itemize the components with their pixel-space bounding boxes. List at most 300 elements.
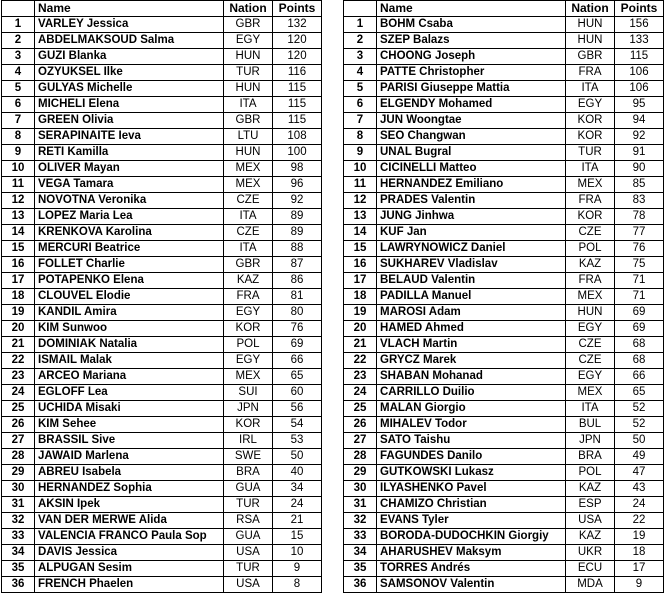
points-cell: 76 xyxy=(273,321,322,337)
name-cell: GULYAS Michelle xyxy=(35,81,224,97)
points-cell: 94 xyxy=(615,113,664,129)
table-row xyxy=(2,449,322,465)
nation-cell: MEX xyxy=(566,289,615,305)
name-cell: GRYCZ Marek xyxy=(377,353,566,369)
name-cell: PATTE Christopher xyxy=(377,65,566,81)
rank-cell: 7 xyxy=(2,113,35,129)
table-row xyxy=(2,273,322,289)
points-cell: 15 xyxy=(273,529,322,545)
table-row xyxy=(344,17,664,33)
points-cell: 53 xyxy=(273,433,322,449)
rank-cell: 10 xyxy=(344,161,377,177)
table-row xyxy=(2,209,322,225)
rank-cell: 6 xyxy=(344,97,377,113)
table-row xyxy=(2,529,322,545)
table-row xyxy=(2,33,322,49)
rank-cell: 14 xyxy=(2,225,35,241)
points-cell: 49 xyxy=(615,449,664,465)
nation-header: Nation xyxy=(224,1,273,17)
nation-cell: ITA xyxy=(224,209,273,225)
nation-cell: ITA xyxy=(224,97,273,113)
table-row xyxy=(2,465,322,481)
table-row xyxy=(2,289,322,305)
rank-cell: 10 xyxy=(2,161,35,177)
points-cell: 77 xyxy=(615,225,664,241)
points-cell: 76 xyxy=(615,241,664,257)
table-row xyxy=(344,225,664,241)
name-cell: AHARUSHEV Maksym xyxy=(377,545,566,561)
points-cell: 50 xyxy=(273,449,322,465)
nation-cell: CZE xyxy=(224,193,273,209)
name-cell: FOLLET Charlie xyxy=(35,257,224,273)
points-cell: 71 xyxy=(615,273,664,289)
nation-cell: KAZ xyxy=(566,481,615,497)
nation-cell: CZE xyxy=(224,225,273,241)
points-cell: 100 xyxy=(273,145,322,161)
nation-cell: TUR xyxy=(224,561,273,577)
name-cell: ABREU Isabela xyxy=(35,465,224,481)
table-row xyxy=(2,113,322,129)
name-cell: VAN DER MERWE Alida xyxy=(35,513,224,529)
rank-cell: 23 xyxy=(344,369,377,385)
name-cell: EVANS Tyler xyxy=(377,513,566,529)
nation-cell: EGY xyxy=(224,353,273,369)
table-row xyxy=(2,81,322,97)
points-cell: 54 xyxy=(273,417,322,433)
name-cell: FAGUNDES Danilo xyxy=(377,449,566,465)
points-cell: 8 xyxy=(273,577,322,593)
name-cell: NOVOTNA Veronika xyxy=(35,193,224,209)
rank-cell: 23 xyxy=(2,369,35,385)
table-row xyxy=(344,97,664,113)
points-cell: 106 xyxy=(615,65,664,81)
table-row xyxy=(2,401,322,417)
table-row xyxy=(344,353,664,369)
table-row xyxy=(344,337,664,353)
rank-cell: 28 xyxy=(344,449,377,465)
points-cell: 83 xyxy=(615,193,664,209)
points-cell: 89 xyxy=(273,225,322,241)
rank-cell: 26 xyxy=(344,417,377,433)
rank-cell: 30 xyxy=(344,481,377,497)
name-cell: MALAN Giorgio xyxy=(377,401,566,417)
rank-cell: 13 xyxy=(2,209,35,225)
table-row xyxy=(2,513,322,529)
name-cell: PARISI Giuseppe Mattia xyxy=(377,81,566,97)
rank-cell: 5 xyxy=(2,81,35,97)
points-cell: 156 xyxy=(615,17,664,33)
nation-cell: ECU xyxy=(566,561,615,577)
name-cell: BOHM Csaba xyxy=(377,17,566,33)
points-cell: 34 xyxy=(273,481,322,497)
rank-header xyxy=(344,1,377,17)
name-cell: HAMED Ahmed xyxy=(377,321,566,337)
points-cell: 89 xyxy=(273,209,322,225)
table-row xyxy=(2,161,322,177)
table-row xyxy=(344,257,664,273)
rank-cell: 32 xyxy=(344,513,377,529)
name-cell: ISMAIL Malak xyxy=(35,353,224,369)
nation-cell: HUN xyxy=(224,81,273,97)
points-cell: 69 xyxy=(273,337,322,353)
points-cell: 108 xyxy=(273,129,322,145)
name-cell: VALENCIA FRANCO Paula Sop xyxy=(35,529,224,545)
table-row xyxy=(2,65,322,81)
table-row xyxy=(344,417,664,433)
table-row xyxy=(344,33,664,49)
table-row xyxy=(2,481,322,497)
name-cell: VARLEY Jessica xyxy=(35,17,224,33)
nation-cell: EGY xyxy=(566,321,615,337)
name-cell: POTAPENKO Elena xyxy=(35,273,224,289)
nation-cell: KOR xyxy=(566,209,615,225)
table-row xyxy=(2,385,322,401)
nation-cell: CZE xyxy=(566,353,615,369)
points-cell: 52 xyxy=(615,417,664,433)
rank-cell: 15 xyxy=(2,241,35,257)
nation-cell: MEX xyxy=(566,385,615,401)
rank-cell: 21 xyxy=(344,337,377,353)
table-row xyxy=(344,129,664,145)
table-row xyxy=(344,561,664,577)
points-cell: 91 xyxy=(615,145,664,161)
name-cell: SEO Changwan xyxy=(377,129,566,145)
rank-cell: 35 xyxy=(344,561,377,577)
nation-cell: ITA xyxy=(566,401,615,417)
name-cell: UCHIDA Misaki xyxy=(35,401,224,417)
name-cell: BORODA-DUDOCHKIN Giorgiy xyxy=(377,529,566,545)
name-cell: LAWRYNOWICZ Daniel xyxy=(377,241,566,257)
points-cell: 80 xyxy=(273,305,322,321)
rank-cell: 6 xyxy=(2,97,35,113)
table-row xyxy=(344,369,664,385)
points-header: Points xyxy=(615,1,664,17)
name-cell: ARCEO Mariana xyxy=(35,369,224,385)
name-cell: MICHELI Elena xyxy=(35,97,224,113)
rank-cell: 11 xyxy=(344,177,377,193)
rank-cell: 4 xyxy=(2,65,35,81)
points-cell: 71 xyxy=(615,289,664,305)
table-row xyxy=(2,369,322,385)
nation-cell: KOR xyxy=(224,321,273,337)
rank-cell: 13 xyxy=(344,209,377,225)
nation-cell: CZE xyxy=(566,225,615,241)
nation-cell: KOR xyxy=(224,417,273,433)
rank-cell: 34 xyxy=(344,545,377,561)
table-row xyxy=(344,481,664,497)
nation-cell: KAZ xyxy=(566,257,615,273)
nation-cell: TUR xyxy=(566,145,615,161)
table-row xyxy=(344,513,664,529)
rank-cell: 3 xyxy=(344,49,377,65)
rank-cell: 19 xyxy=(344,305,377,321)
nation-cell: BRA xyxy=(224,465,273,481)
nation-cell: KOR xyxy=(566,113,615,129)
name-cell: KIM Sunwoo xyxy=(35,321,224,337)
points-cell: 88 xyxy=(273,241,322,257)
nation-cell: BRA xyxy=(566,449,615,465)
points-cell: 132 xyxy=(273,17,322,33)
name-cell: PADILLA Manuel xyxy=(377,289,566,305)
name-cell: MERCURI Beatrice xyxy=(35,241,224,257)
rank-cell: 12 xyxy=(344,193,377,209)
table-row xyxy=(344,305,664,321)
name-cell: MIHALEV Todor xyxy=(377,417,566,433)
rank-cell: 31 xyxy=(2,497,35,513)
table-row xyxy=(344,161,664,177)
name-cell: SZEP Balazs xyxy=(377,33,566,49)
table-row xyxy=(344,433,664,449)
name-cell: SATO Taishu xyxy=(377,433,566,449)
points-cell: 21 xyxy=(273,513,322,529)
rank-cell: 34 xyxy=(2,545,35,561)
rank-cell: 7 xyxy=(344,113,377,129)
nation-cell: BUL xyxy=(566,417,615,433)
nation-cell: GUA xyxy=(224,481,273,497)
points-cell: 60 xyxy=(273,385,322,401)
table-row xyxy=(344,65,664,81)
rank-cell: 9 xyxy=(2,145,35,161)
ranking-table-left xyxy=(1,0,322,593)
table-row xyxy=(2,257,322,273)
points-cell: 50 xyxy=(615,433,664,449)
rank-cell: 36 xyxy=(2,577,35,593)
rank-cell: 2 xyxy=(2,33,35,49)
rank-cell: 20 xyxy=(2,321,35,337)
points-cell: 19 xyxy=(615,529,664,545)
name-cell: KANDIL Amira xyxy=(35,305,224,321)
nation-cell: MDA xyxy=(566,577,615,593)
name-cell: OLIVER Mayan xyxy=(35,161,224,177)
table-row xyxy=(2,337,322,353)
points-cell: 24 xyxy=(273,497,322,513)
rank-cell: 26 xyxy=(2,417,35,433)
table-row xyxy=(2,49,322,65)
points-cell: 47 xyxy=(615,465,664,481)
rank-cell: 11 xyxy=(2,177,35,193)
nation-cell: ITA xyxy=(566,81,615,97)
name-cell: KIM Sehee xyxy=(35,417,224,433)
table-row xyxy=(2,193,322,209)
header-row xyxy=(2,1,322,17)
name-cell: VEGA Tamara xyxy=(35,177,224,193)
name-cell: GREEN Olivia xyxy=(35,113,224,129)
points-cell: 92 xyxy=(273,193,322,209)
points-cell: 85 xyxy=(615,177,664,193)
name-cell: HERNANDEZ Sophia xyxy=(35,481,224,497)
points-cell: 92 xyxy=(615,129,664,145)
name-cell: EGLOFF Lea xyxy=(35,385,224,401)
table-row xyxy=(344,465,664,481)
table-row xyxy=(2,97,322,113)
nation-header: Nation xyxy=(566,1,615,17)
nation-cell: TUR xyxy=(224,65,273,81)
points-cell: 115 xyxy=(273,81,322,97)
points-cell: 81 xyxy=(273,289,322,305)
nation-cell: EGY xyxy=(224,33,273,49)
nation-cell: JPN xyxy=(566,433,615,449)
name-cell: OZYUKSEL Ilke xyxy=(35,65,224,81)
points-cell: 98 xyxy=(273,161,322,177)
points-cell: 96 xyxy=(273,177,322,193)
name-cell: GUTKOWSKI Lukasz xyxy=(377,465,566,481)
nation-cell: MEX xyxy=(224,161,273,177)
name-cell: UNAL Bugral xyxy=(377,145,566,161)
table-row xyxy=(2,129,322,145)
rank-cell: 29 xyxy=(2,465,35,481)
points-cell: 133 xyxy=(615,33,664,49)
nation-cell: HUN xyxy=(566,17,615,33)
rank-cell: 1 xyxy=(344,17,377,33)
table-row xyxy=(2,225,322,241)
table-row xyxy=(344,49,664,65)
rank-cell: 33 xyxy=(344,529,377,545)
nation-cell: JPN xyxy=(224,401,273,417)
table-row xyxy=(2,545,322,561)
rank-cell: 29 xyxy=(344,465,377,481)
table-row xyxy=(344,81,664,97)
nation-cell: USA xyxy=(224,545,273,561)
nation-cell: FRA xyxy=(566,193,615,209)
name-cell: VLACH Martin xyxy=(377,337,566,353)
name-cell: TORRES Andrés xyxy=(377,561,566,577)
points-cell: 66 xyxy=(615,369,664,385)
name-cell: KUF Jan xyxy=(377,225,566,241)
points-cell: 95 xyxy=(615,97,664,113)
points-cell: 116 xyxy=(273,65,322,81)
name-cell: GUZI Blanka xyxy=(35,49,224,65)
nation-cell: SUI xyxy=(224,385,273,401)
nation-cell: EGY xyxy=(566,97,615,113)
nation-cell: HUN xyxy=(566,33,615,49)
nation-cell: RSA xyxy=(224,513,273,529)
table-row xyxy=(344,449,664,465)
table-row xyxy=(2,353,322,369)
nation-cell: CZE xyxy=(566,337,615,353)
table-row xyxy=(344,401,664,417)
rank-cell: 25 xyxy=(2,401,35,417)
name-cell: ABDELMAKSOUD Salma xyxy=(35,33,224,49)
table-row xyxy=(344,177,664,193)
rank-cell: 22 xyxy=(344,353,377,369)
nation-cell: LTU xyxy=(224,129,273,145)
table-row xyxy=(344,497,664,513)
name-cell: RETI Kamilla xyxy=(35,145,224,161)
rank-cell: 21 xyxy=(2,337,35,353)
points-cell: 120 xyxy=(273,33,322,49)
name-cell: ILYASHENKO Pavel xyxy=(377,481,566,497)
name-cell: JUN Woongtae xyxy=(377,113,566,129)
name-cell: CARRILLO Duilio xyxy=(377,385,566,401)
rank-cell: 28 xyxy=(2,449,35,465)
rank-cell: 22 xyxy=(2,353,35,369)
nation-cell: HUN xyxy=(566,305,615,321)
table-row xyxy=(344,321,664,337)
nation-cell: USA xyxy=(224,577,273,593)
nation-cell: POL xyxy=(566,241,615,257)
rank-cell: 3 xyxy=(2,49,35,65)
rank-cell: 18 xyxy=(2,289,35,305)
nation-cell: GBR xyxy=(224,113,273,129)
rank-cell: 2 xyxy=(344,33,377,49)
nation-cell: KAZ xyxy=(224,273,273,289)
table-row xyxy=(2,561,322,577)
table-row xyxy=(2,305,322,321)
points-cell: 17 xyxy=(615,561,664,577)
points-cell: 106 xyxy=(615,81,664,97)
rank-cell: 32 xyxy=(2,513,35,529)
rank-cell: 5 xyxy=(344,81,377,97)
name-cell: BELAUD Valentin xyxy=(377,273,566,289)
table-row xyxy=(344,145,664,161)
rank-cell: 15 xyxy=(344,241,377,257)
table-row xyxy=(344,289,664,305)
name-cell: SHABAN Mohanad xyxy=(377,369,566,385)
rank-cell: 20 xyxy=(344,321,377,337)
name-cell: DAVIS Jessica xyxy=(35,545,224,561)
name-cell: CICINELLI Matteo xyxy=(377,161,566,177)
points-cell: 43 xyxy=(615,481,664,497)
table-row xyxy=(344,529,664,545)
rank-cell: 25 xyxy=(344,401,377,417)
nation-cell: HUN xyxy=(224,49,273,65)
points-cell: 120 xyxy=(273,49,322,65)
nation-cell: ESP xyxy=(566,497,615,513)
points-cell: 90 xyxy=(615,161,664,177)
table-row xyxy=(344,113,664,129)
rank-cell: 12 xyxy=(2,193,35,209)
rank-cell: 16 xyxy=(2,257,35,273)
name-cell: BRASSIL Sive xyxy=(35,433,224,449)
nation-cell: FRA xyxy=(224,289,273,305)
points-cell: 65 xyxy=(615,385,664,401)
table-row xyxy=(344,273,664,289)
points-cell: 52 xyxy=(615,401,664,417)
points-cell: 9 xyxy=(615,577,664,593)
name-cell: ALPUGAN Sesim xyxy=(35,561,224,577)
table-row xyxy=(2,177,322,193)
nation-cell: USA xyxy=(566,513,615,529)
rank-header xyxy=(2,1,35,17)
nation-cell: IRL xyxy=(224,433,273,449)
name-header: Name xyxy=(35,1,224,17)
name-cell: HERNANDEZ Emiliano xyxy=(377,177,566,193)
rank-cell: 8 xyxy=(344,129,377,145)
name-cell: LOPEZ Maria Lea xyxy=(35,209,224,225)
table-row xyxy=(344,241,664,257)
nation-cell: KAZ xyxy=(566,529,615,545)
points-cell: 69 xyxy=(615,305,664,321)
table-row xyxy=(2,17,322,33)
nation-cell: TUR xyxy=(224,497,273,513)
rank-cell: 30 xyxy=(2,481,35,497)
points-cell: 69 xyxy=(615,321,664,337)
name-cell: SERAPINAITE Ieva xyxy=(35,129,224,145)
nation-cell: EGY xyxy=(566,369,615,385)
rank-cell: 18 xyxy=(344,289,377,305)
nation-cell: MEX xyxy=(224,177,273,193)
nation-cell: GBR xyxy=(224,257,273,273)
nation-cell: GUA xyxy=(224,529,273,545)
nation-cell: MEX xyxy=(566,177,615,193)
rank-cell: 19 xyxy=(2,305,35,321)
table-row xyxy=(2,497,322,513)
name-cell: MAROSI Adam xyxy=(377,305,566,321)
header-row xyxy=(344,1,664,17)
nation-cell: EGY xyxy=(224,305,273,321)
nation-cell: ITA xyxy=(566,161,615,177)
points-cell: 65 xyxy=(273,369,322,385)
